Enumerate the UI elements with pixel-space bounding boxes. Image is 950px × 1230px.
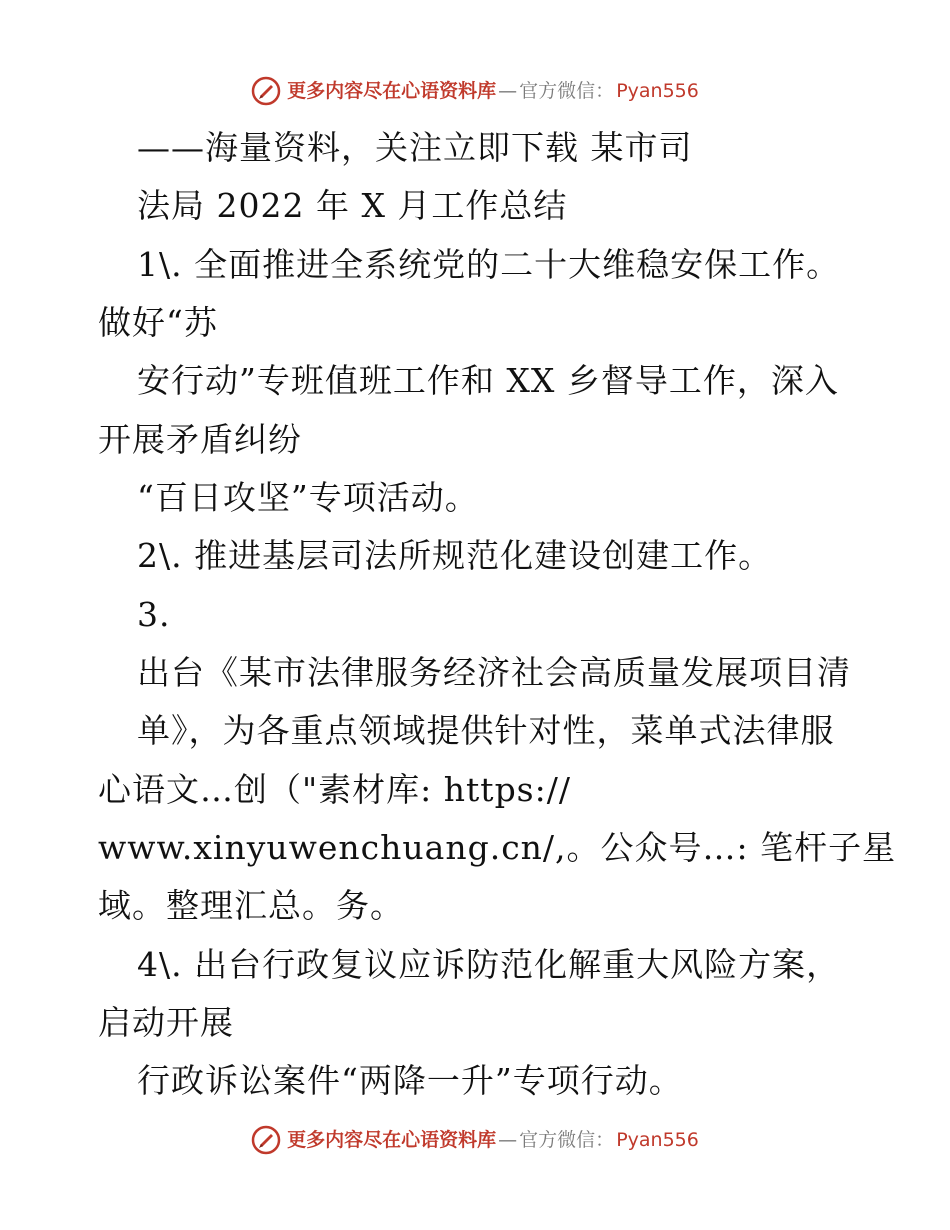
doc-line: 心语文…创（"素材库: https://: [98, 770, 571, 809]
watermark-main-text: 更多内容尽在心语资料库: [287, 1128, 497, 1151]
doc-line: 做好“苏: [98, 303, 218, 342]
watermark-dash: —: [498, 1128, 518, 1151]
doc-line: 1\. 全面推进全系统党的二十大维稳安保工作。: [137, 245, 841, 284]
doc-line: “百日攻坚”专项活动。: [137, 478, 479, 517]
watermark-label: 官方微信：: [519, 1128, 615, 1151]
watermark-label: 官方微信：: [519, 79, 615, 102]
doc-line: www.xinyuwenchuang.cn/,。公众号…: 笔杆子星: [98, 828, 897, 867]
footer-watermark: [0, 1120, 950, 1160]
doc-line: 3.: [137, 595, 171, 634]
doc-line: 启动开展: [98, 1003, 234, 1042]
brand-logo-icon: [251, 1125, 281, 1155]
doc-line: 出台《某市法律服务经济社会高质量发展项目清: [137, 653, 851, 692]
doc-line: 单》，为各重点领域提供针对性，菜单式法律服: [137, 711, 835, 750]
doc-line: 行政诉讼案件“两降一升”专项行动。: [137, 1061, 683, 1100]
doc-line: 4\. 出台行政复议应诉防范化解重大风险方案，: [137, 945, 841, 984]
doc-line: 2\. 推进基层司法所规范化建设创建工作。: [137, 536, 773, 575]
doc-line: ——海量资料，关注立即下载 某市司: [137, 128, 693, 167]
watermark-id: Pyan556: [616, 79, 699, 102]
watermark-main-text: 更多内容尽在心语资料库: [287, 79, 497, 102]
watermark-dash: —: [498, 79, 518, 102]
doc-line: 法局 2022 年 X 月工作总结: [137, 186, 568, 225]
doc-line: 域。整理汇总。务。: [98, 886, 404, 925]
watermark-id: Pyan556: [616, 1128, 699, 1151]
doc-line: 开展矛盾纠纷: [98, 420, 302, 459]
doc-line: 安行动”专班值班工作和 XX 乡督导工作，深入: [137, 361, 839, 400]
